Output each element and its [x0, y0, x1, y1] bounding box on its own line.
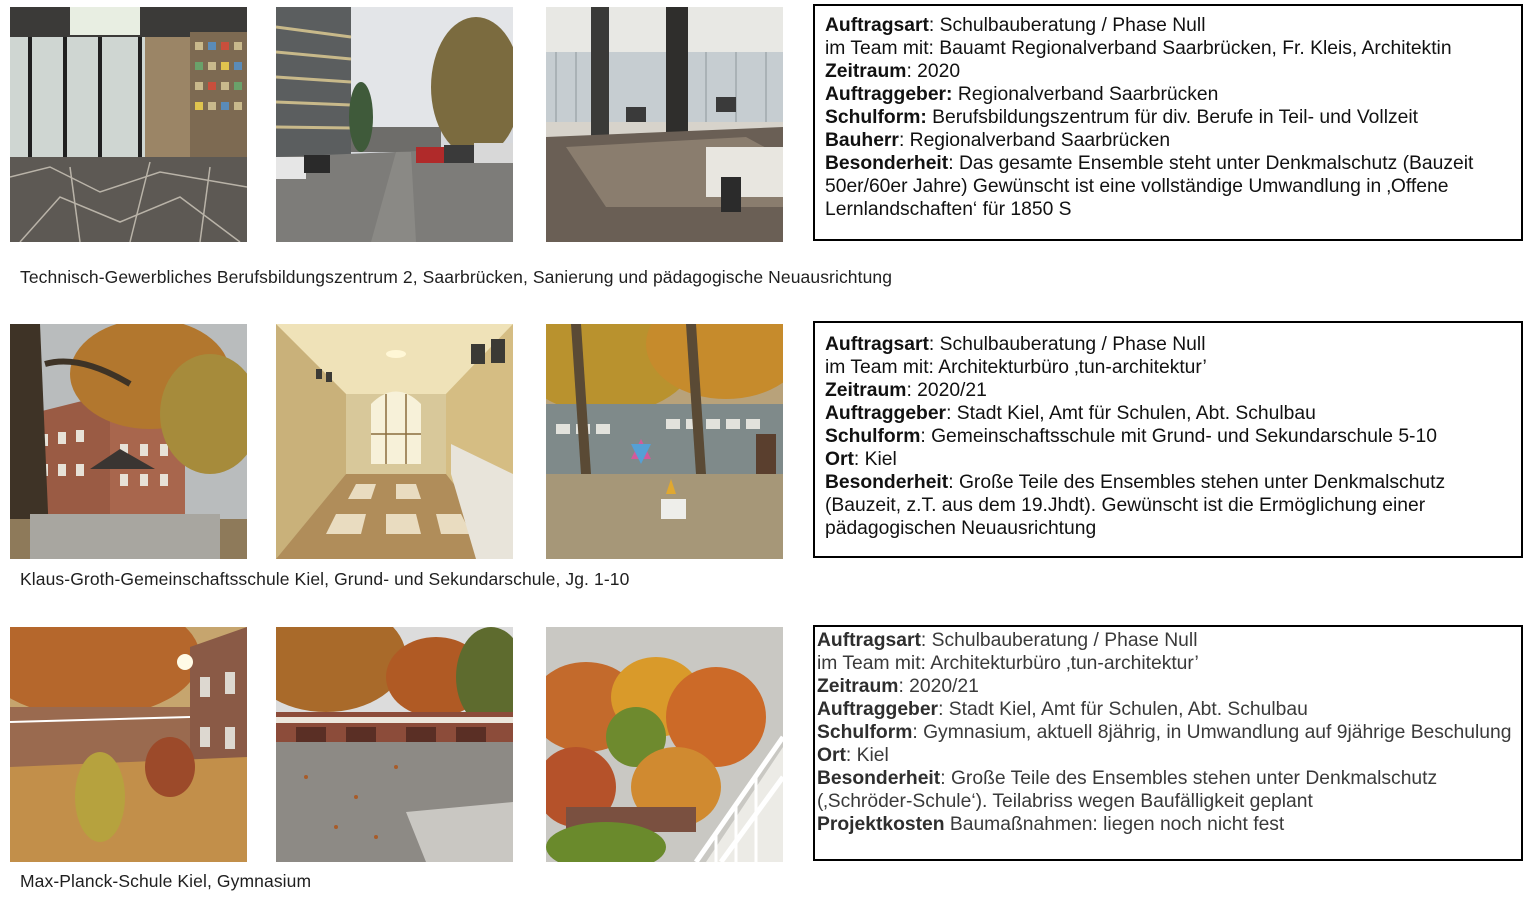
- info-label: Ort: [825, 449, 854, 470]
- info-label: Ort: [817, 745, 846, 766]
- info-value: Stadt Kiel, Amt für Schulen, Abt. Schulbau: [948, 699, 1308, 720]
- info-line-schulform: Schulform: Gymnasium, aktuell 8jährig, in Umwandlung auf 9jährige Beschulung: [817, 722, 1512, 743]
- photo-courtyard-pavilion: [546, 324, 783, 559]
- info-line-schulform: Schulform: Gemeinschaftsschule mit Grund- und Sekundarschule 5-10: [825, 426, 1437, 447]
- info-label: Auftragsart: [817, 630, 921, 651]
- info-value: Große Teile des Ensembles stehen unter Denkmalschutz (‚Schröder-Schule‘). Teilabriss wegen Baufälligkeit geplant: [817, 768, 1438, 812]
- info-label: Schulform: [825, 426, 921, 447]
- project-info-box: [813, 4, 1523, 241]
- photo-view-trees-autumn: [546, 627, 783, 862]
- info-value: Kiel: [856, 745, 889, 766]
- info-value: im Team mit: Architekturbüro ‚tun-architektur’: [825, 357, 1207, 378]
- info-value: Baumaßnahmen: liegen noch nicht fest: [949, 814, 1285, 835]
- info-line-ort: Ort: Kiel: [817, 745, 889, 766]
- info-line-auftraggeber: Auftraggeber: Stadt Kiel, Amt für Schulen, Abt. Schulbau: [817, 699, 1308, 720]
- info-line-besonderheit: Besonderheit: Große Teile des Ensembles stehen unter Denkmalschutz (‚Schröder-Schule‘). Teilabriss wegen Baufälligkeit geplant: [817, 768, 1438, 812]
- project-caption: Klaus-Groth-Gemeinschaftsschule Kiel, Grund- und Sekundarschule, Jg. 1-10: [20, 569, 630, 589]
- info-line-auftragsart: Auftragsart: Schulbauberatung / Phase Null: [825, 334, 1206, 355]
- info-line-projektkosten: [817, 813, 1515, 836]
- info-value: Regionalverband Saarbrücken: [957, 84, 1219, 105]
- info-line-besonderheit: Besonderheit: Das gesamte Ensemble steht unter Denkmalschutz (Bauzeit 50er/60er Jahre) Gewünscht ist eine vollständige Umwandlung in ‚Offene Lernlandschaften‘ für 1850 S: [825, 153, 1474, 220]
- project-info-box: [813, 321, 1523, 558]
- info-value: Regionalverband Saarbrücken: [909, 130, 1171, 151]
- info-value: Das gesamte Ensemble steht unter Denkmalschutz (Bauzeit 50er/60er Jahre) Gewünscht ist eine vollständige Umwandlung in ‚Offene Lernlandschaften‘ für 1850 S: [825, 153, 1474, 220]
- photo-garden-autumn: [10, 627, 247, 862]
- info-line-team: [817, 652, 1515, 675]
- info-value: Schulbauberatung / Phase Null: [931, 630, 1198, 651]
- info-label: Zeitraum: [825, 380, 907, 401]
- info-line-schulform: [825, 106, 1511, 129]
- info-value: im Team mit: Bauamt Regionalverband Saarbrücken, Fr. Kleis, Architektin: [825, 38, 1452, 59]
- info-label: Auftraggeber: [817, 699, 939, 720]
- info-label: Auftragsart: [825, 334, 929, 355]
- info-value: Berufsbildungszentrum für div. Berufe in Teil- und Vollzeit: [932, 107, 1418, 128]
- photo-classroom-interior: [546, 7, 783, 242]
- info-line-team: [825, 356, 1511, 379]
- info-value: Schulbauberatung / Phase Null: [939, 334, 1206, 355]
- info-line-auftragsart: Auftragsart: Schulbauberatung / Phase Null: [825, 15, 1206, 36]
- project-caption: Max-Planck-Schule Kiel, Gymnasium: [20, 871, 312, 891]
- info-line-bauherr: Bauherr: Regionalverband Saarbrücken: [825, 130, 1171, 151]
- info-value: im Team mit: Architekturbüro ‚tun-architektur’: [817, 653, 1199, 674]
- info-line-team: [825, 37, 1511, 60]
- photo-entrance-hall: [10, 7, 247, 242]
- info-label: Auftraggeber:: [825, 84, 953, 105]
- info-value: Gymnasium, aktuell 8jährig, in Umwandlung auf 9jährige Beschulung: [923, 722, 1512, 743]
- info-label: Besonderheit: [817, 768, 941, 789]
- info-line-ort: Ort: Kiel: [825, 449, 897, 470]
- info-value: Schulbauberatung / Phase Null: [939, 15, 1206, 36]
- info-line-zeitraum: Zeitraum: 2020: [825, 61, 961, 82]
- info-label: Schulform: [817, 722, 913, 743]
- info-value: 2020: [917, 61, 961, 82]
- info-value: 2020/21: [909, 676, 979, 697]
- info-line-besonderheit: Besonderheit: Große Teile des Ensembles stehen unter Denkmalschutz (Bauzeit, z.T. aus dem 19.Jhdt). Gewünscht ist die Ermöglichung einer pädagogischen Neuausrichtung: [825, 472, 1446, 539]
- info-label: Bauherr: [825, 130, 899, 151]
- photo-schoolyard-wet: [276, 627, 513, 862]
- info-label: Projektkosten: [817, 814, 945, 835]
- info-label: Zeitraum: [825, 61, 907, 82]
- info-label: Auftraggeber: [825, 403, 947, 424]
- info-label: Zeitraum: [817, 676, 899, 697]
- photo-brick-building-autumn: [10, 324, 247, 559]
- info-value: Große Teile des Ensembles stehen unter Denkmalschutz (Bauzeit, z.T. aus dem 19.Jhdt). Gewünscht ist die Ermöglichung einer pädagogischen Neuausrichtung: [825, 472, 1446, 539]
- project-caption: Technisch-Gewerbliches Berufsbildungszentrum 2, Saarbrücken, Sanierung und pädagogische Neuausrichtung: [20, 267, 893, 287]
- info-value: Stadt Kiel, Amt für Schulen, Abt. Schulbau: [956, 403, 1316, 424]
- info-line-auftraggeber: [825, 83, 1511, 106]
- info-value: Kiel: [864, 449, 897, 470]
- photo-corridor: [276, 324, 513, 559]
- info-value: Gemeinschaftsschule mit Grund- und Sekundarschule 5-10: [931, 426, 1437, 447]
- info-label: Besonderheit: [825, 153, 949, 174]
- project-info-box: [813, 625, 1523, 861]
- info-line-zeitraum: Zeitraum: 2020/21: [817, 676, 979, 697]
- info-value: 2020/21: [917, 380, 987, 401]
- info-line-zeitraum: Zeitraum: 2020/21: [825, 380, 987, 401]
- info-line-auftraggeber: Auftraggeber: Stadt Kiel, Amt für Schulen, Abt. Schulbau: [825, 403, 1316, 424]
- info-label: Schulform:: [825, 107, 927, 128]
- photo-parking-lot: [276, 7, 513, 242]
- info-label: Besonderheit: [825, 472, 949, 493]
- info-line-auftragsart: Auftragsart: Schulbauberatung / Phase Null: [817, 630, 1198, 651]
- info-label: Auftragsart: [825, 15, 929, 36]
